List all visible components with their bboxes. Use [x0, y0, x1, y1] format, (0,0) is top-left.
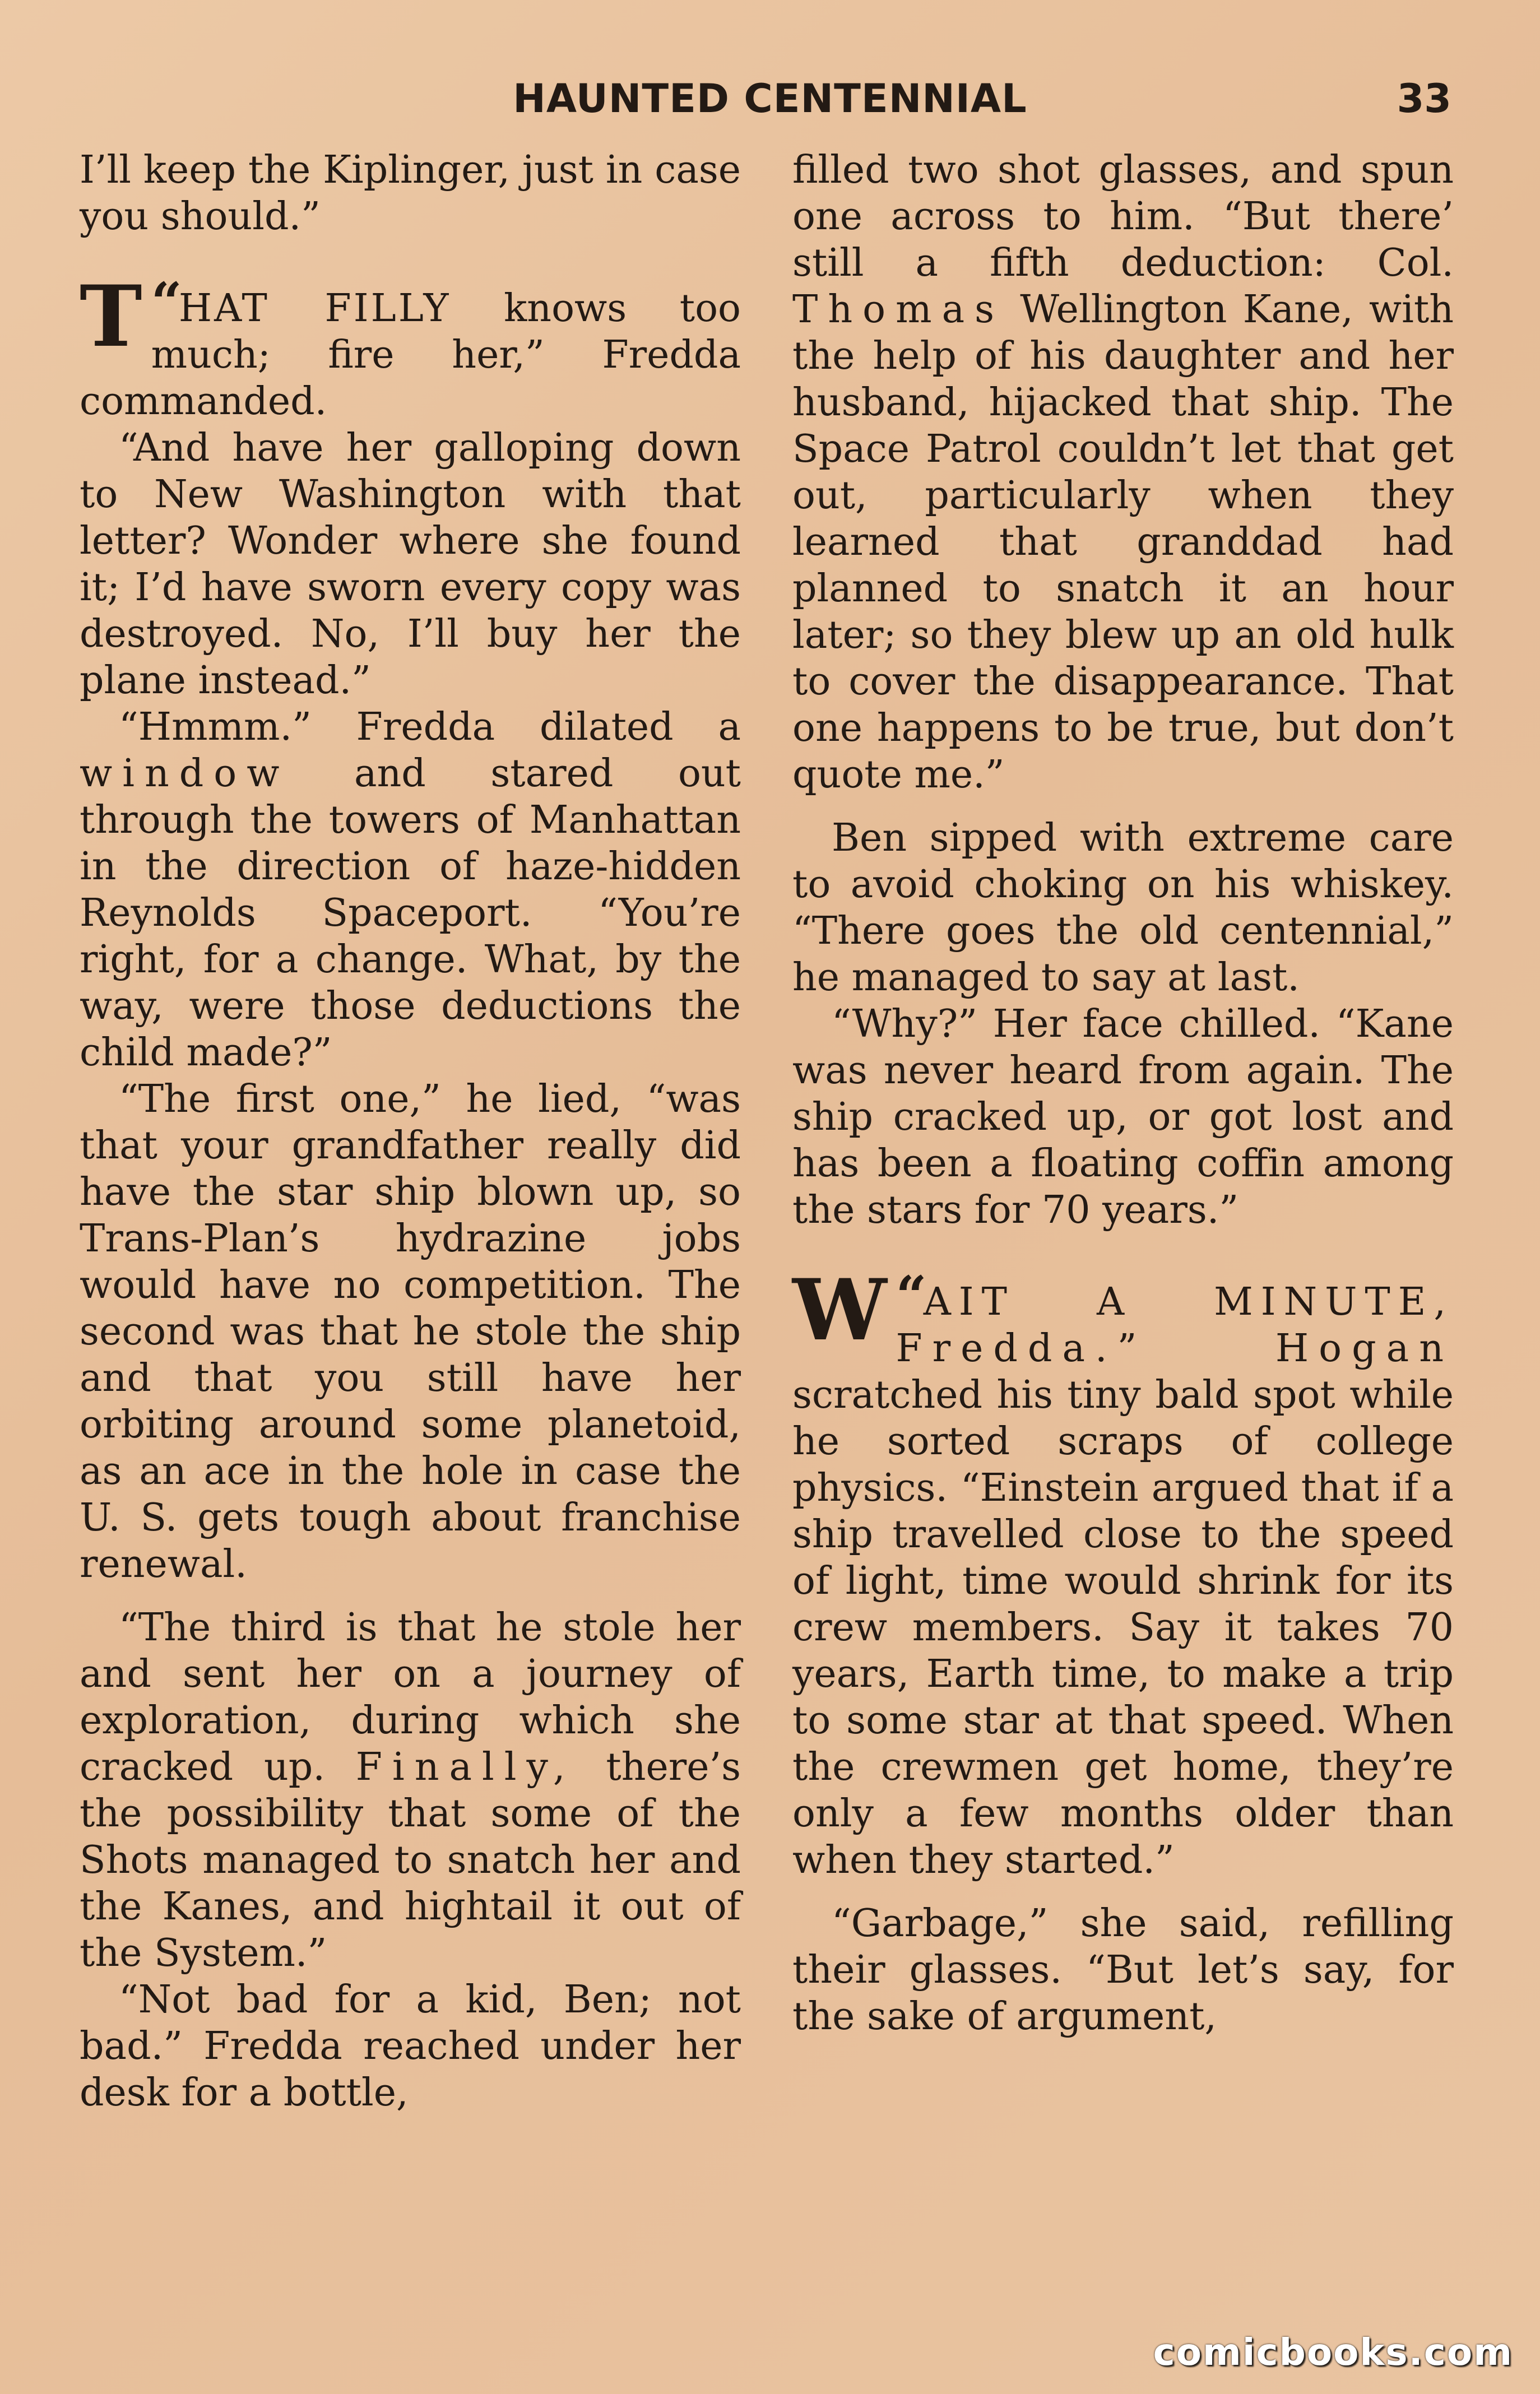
running-title: HAUNTED CENTENNIAL [513, 76, 1027, 122]
spaced-word: Fredda.” [896, 1326, 1147, 1371]
drop-cap: T [80, 267, 142, 366]
paragraph-text: knows too much; fire her,” Fredda commanded. [80, 286, 741, 424]
spaced-word: window [80, 751, 290, 796]
opening-quote-mark: “ [896, 1264, 924, 1328]
paragraph [792, 147, 1454, 798]
lead-in-text: AIT A MINUTE, [923, 1280, 1454, 1324]
paragraph-text: there’s the possibility that some of the Shots managed to snatch her and the Kanes, and hightail it out of the System.” [80, 1745, 741, 1975]
paragraph [80, 1604, 741, 1977]
paragraph-text: scratched his tiny bald spot while he sorted scraps of college physics. “Einstein argued that if a ship travelled close to the speed of light, time would shrink for its crew members. Say it takes 70 years, Earth time, to make a trip to some star at that speed. When the crewmen get home, they’re only a few months older than when they started.” [792, 1373, 1454, 1882]
paragraph [80, 704, 741, 1076]
paragraph: I’ll keep the Kiplinger, just in case you should.” [80, 148, 741, 239]
paragraph: “Why?” Her face chilled. “Kane was never heard from again. The ship cracked up, or got lost and has been a floating coffin among the stars for 70 years.” [792, 1002, 1454, 1232]
section-opening-paragraph [792, 1261, 1454, 1883]
spaced-word: Hogan [1147, 1326, 1454, 1371]
paragraph-text: Wellington Kane, with the help of his daughter and her husband, hijacked that ship. The Space Patrol couldn’t let that get out, particularly when they learned that granddad had planned to snatch it an hour later; so they blew up an old hulk to cover the disappearance. That one happens to be true, but don’t quote me.” [792, 287, 1454, 797]
spaced-word: Finally, [355, 1745, 576, 1789]
paragraph-text: “Hmmm.” Fredda dilated a [119, 705, 741, 749]
paragraph: “Not bad for a kid, Ben; not bad.” Fredda reached under her desk for a bottle, [80, 1978, 741, 2115]
drop-cap: W [792, 1261, 887, 1360]
paragraph-text: and stared out through the towers of Manhattan in the direction of haze-hidden Reynolds Spaceport. “You’re right, for a change. What, by the way, were those deductions the child made?” [80, 751, 741, 1075]
right-column [792, 147, 1454, 2040]
spaced-word: Thomas [792, 287, 1005, 332]
paragraph: Ben sipped with extreme care to avoid choking on his whiskey. “There goes the old centennial,” he managed to say at last. [792, 816, 1454, 1000]
page-number: 33 [1397, 76, 1451, 122]
paragraph: “The first one,” he lied, “was that your grandfather really did have the star ship blown up, so Trans-Plan’s hydrazine jobs would have no competition. The second was that he stole the ship and that you still have her orbiting around some planetoid, as an ace in the hole in case the U. S. gets tough about franchise renewal. [80, 1077, 741, 1586]
paragraph: “Garbage,” she said, refilling their glasses. “But let’s say, for the sake of argument, [792, 1901, 1454, 2039]
paragraph: “And have her galloping down to New Washington with that letter? Wonder where she found it; I’d have sworn every copy was destroyed. No, I’ll buy her the plane instead.” [80, 426, 741, 703]
watermark: comicbooks.com [1153, 2331, 1513, 2374]
paragraph-text: “The third is that he stole her and sent her on a journey of exploration, during which she cracked up. [80, 1606, 741, 1789]
left-column [80, 147, 741, 2116]
paragraph-text: filled two shot glasses, and spun one across to him. “But there’ still a fifth deduction: Col. [792, 148, 1454, 285]
lead-in-text: HAT FILLY [178, 286, 451, 331]
opening-quote-mark: “ [151, 271, 179, 334]
section-opening-paragraph [80, 267, 741, 425]
running-head [0, 76, 1540, 126]
